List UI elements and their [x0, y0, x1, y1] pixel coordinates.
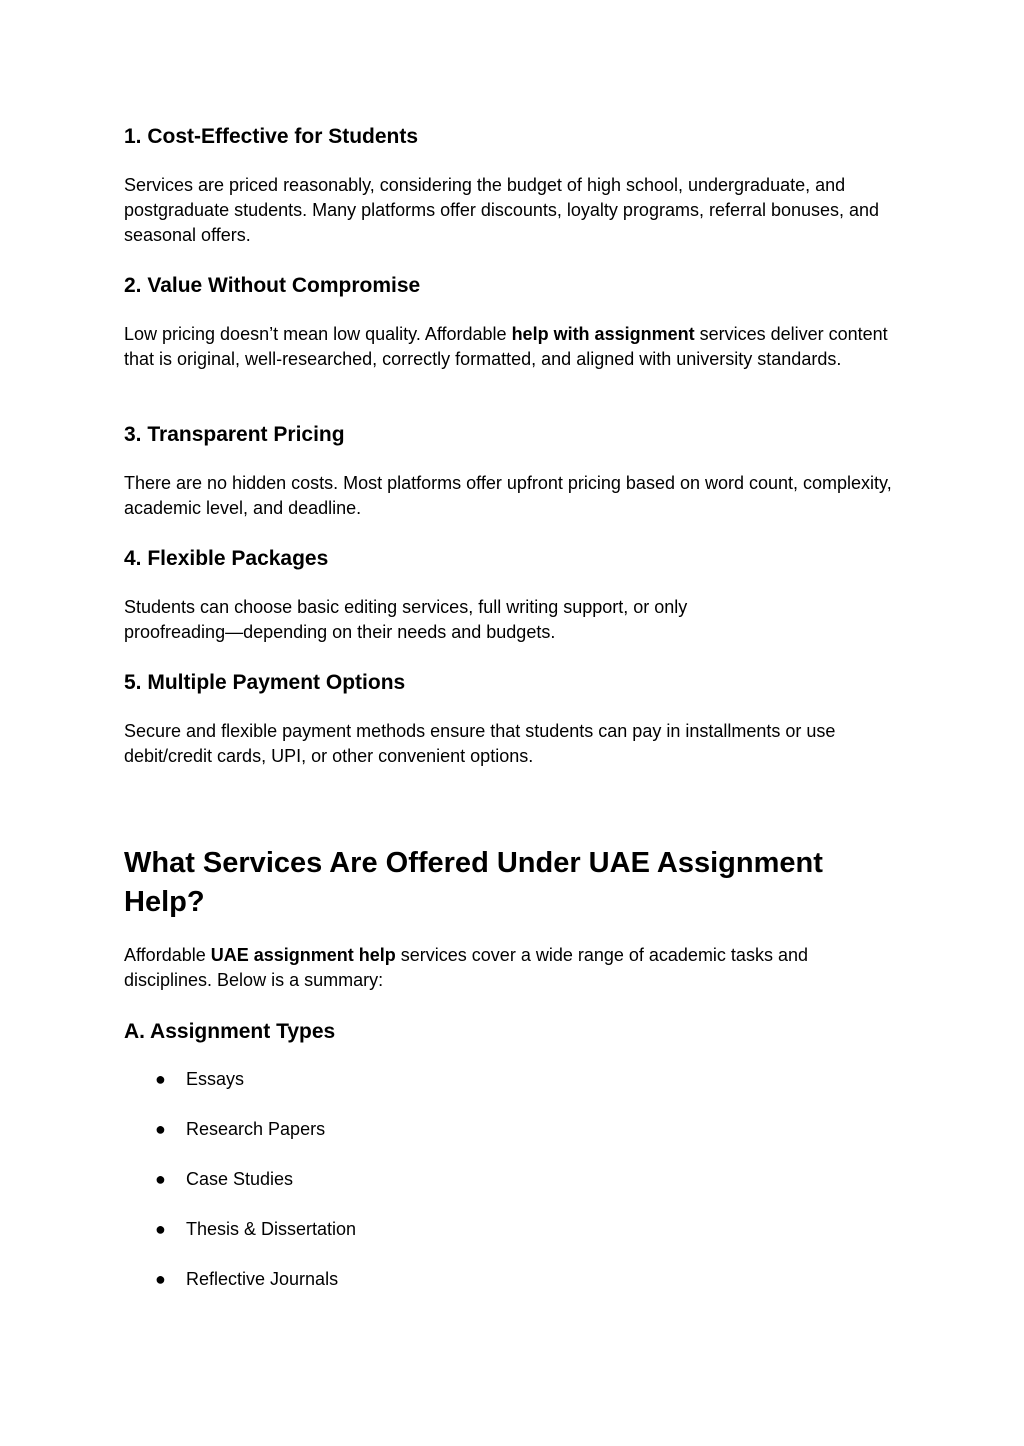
list-item-label: Thesis & Dissertation	[186, 1219, 357, 1239]
section-heading-payment: 5. Multiple Payment Options	[124, 671, 406, 694]
section-body-value	[124, 322, 900, 372]
bullet-icon: ●	[155, 1269, 166, 1289]
section-body-transparent: There are no hidden costs. Most platforms offer upfront pricing based on word count, complexity, academic level, and deadline.	[124, 473, 892, 518]
section-heading-cost-effective: 1. Cost-Effective for Students	[124, 125, 419, 148]
section-heading-value: 2. Value Without Compromise	[124, 274, 421, 297]
list-item-label: Case Studies	[186, 1169, 294, 1189]
list-item-label: Reflective Journals	[186, 1269, 339, 1289]
value-body-text-2: services deliver content that is original, well-researched, correctly formatted, and aligned with university standards.	[124, 324, 888, 369]
section-body-payment: Secure and flexible payment methods ensure that students can pay in installments or use debit/credit cards, UPI, or other convenient options.	[124, 721, 836, 766]
services-title: What Services Are Offered Under UAE Assignment Help?	[124, 847, 823, 918]
value-body-text-1: Low pricing doesn’t mean low quality. Affordable	[124, 324, 512, 344]
bullet-icon: ●	[155, 1219, 166, 1239]
section-body-cost-effective: Services are priced reasonably, considering the budget of high school, undergraduate, and postgraduate students. Many platforms offer discounts, loyalty programs, referral bonuses, and seasonal offers.	[124, 175, 880, 245]
section-heading-transparent: 3. Transparent Pricing	[124, 423, 345, 446]
section-heading-flexible: 4. Flexible Packages	[124, 547, 329, 570]
assignment-types-heading: A. Assignment Types	[124, 1020, 336, 1043]
bullet-icon: ●	[155, 1119, 166, 1139]
bullet-icon: ●	[155, 1169, 166, 1189]
bullet-icon: ●	[155, 1069, 166, 1089]
services-intro-text-2: services cover a wide range of academic tasks and disciplines. Below is a summary:	[124, 945, 808, 990]
section-body-flexible: Students can choose basic editing services, full writing support, or only proofreading—depending on their needs and budgets.	[124, 597, 688, 642]
list-item-label: Essays	[186, 1069, 245, 1089]
value-body-bold: help with assignment	[511, 324, 695, 344]
services-intro-bold: UAE assignment help	[210, 945, 396, 965]
list-item-label: Research Papers	[186, 1119, 326, 1139]
services-intro	[124, 943, 900, 993]
services-intro-text-1: Affordable	[124, 945, 211, 965]
